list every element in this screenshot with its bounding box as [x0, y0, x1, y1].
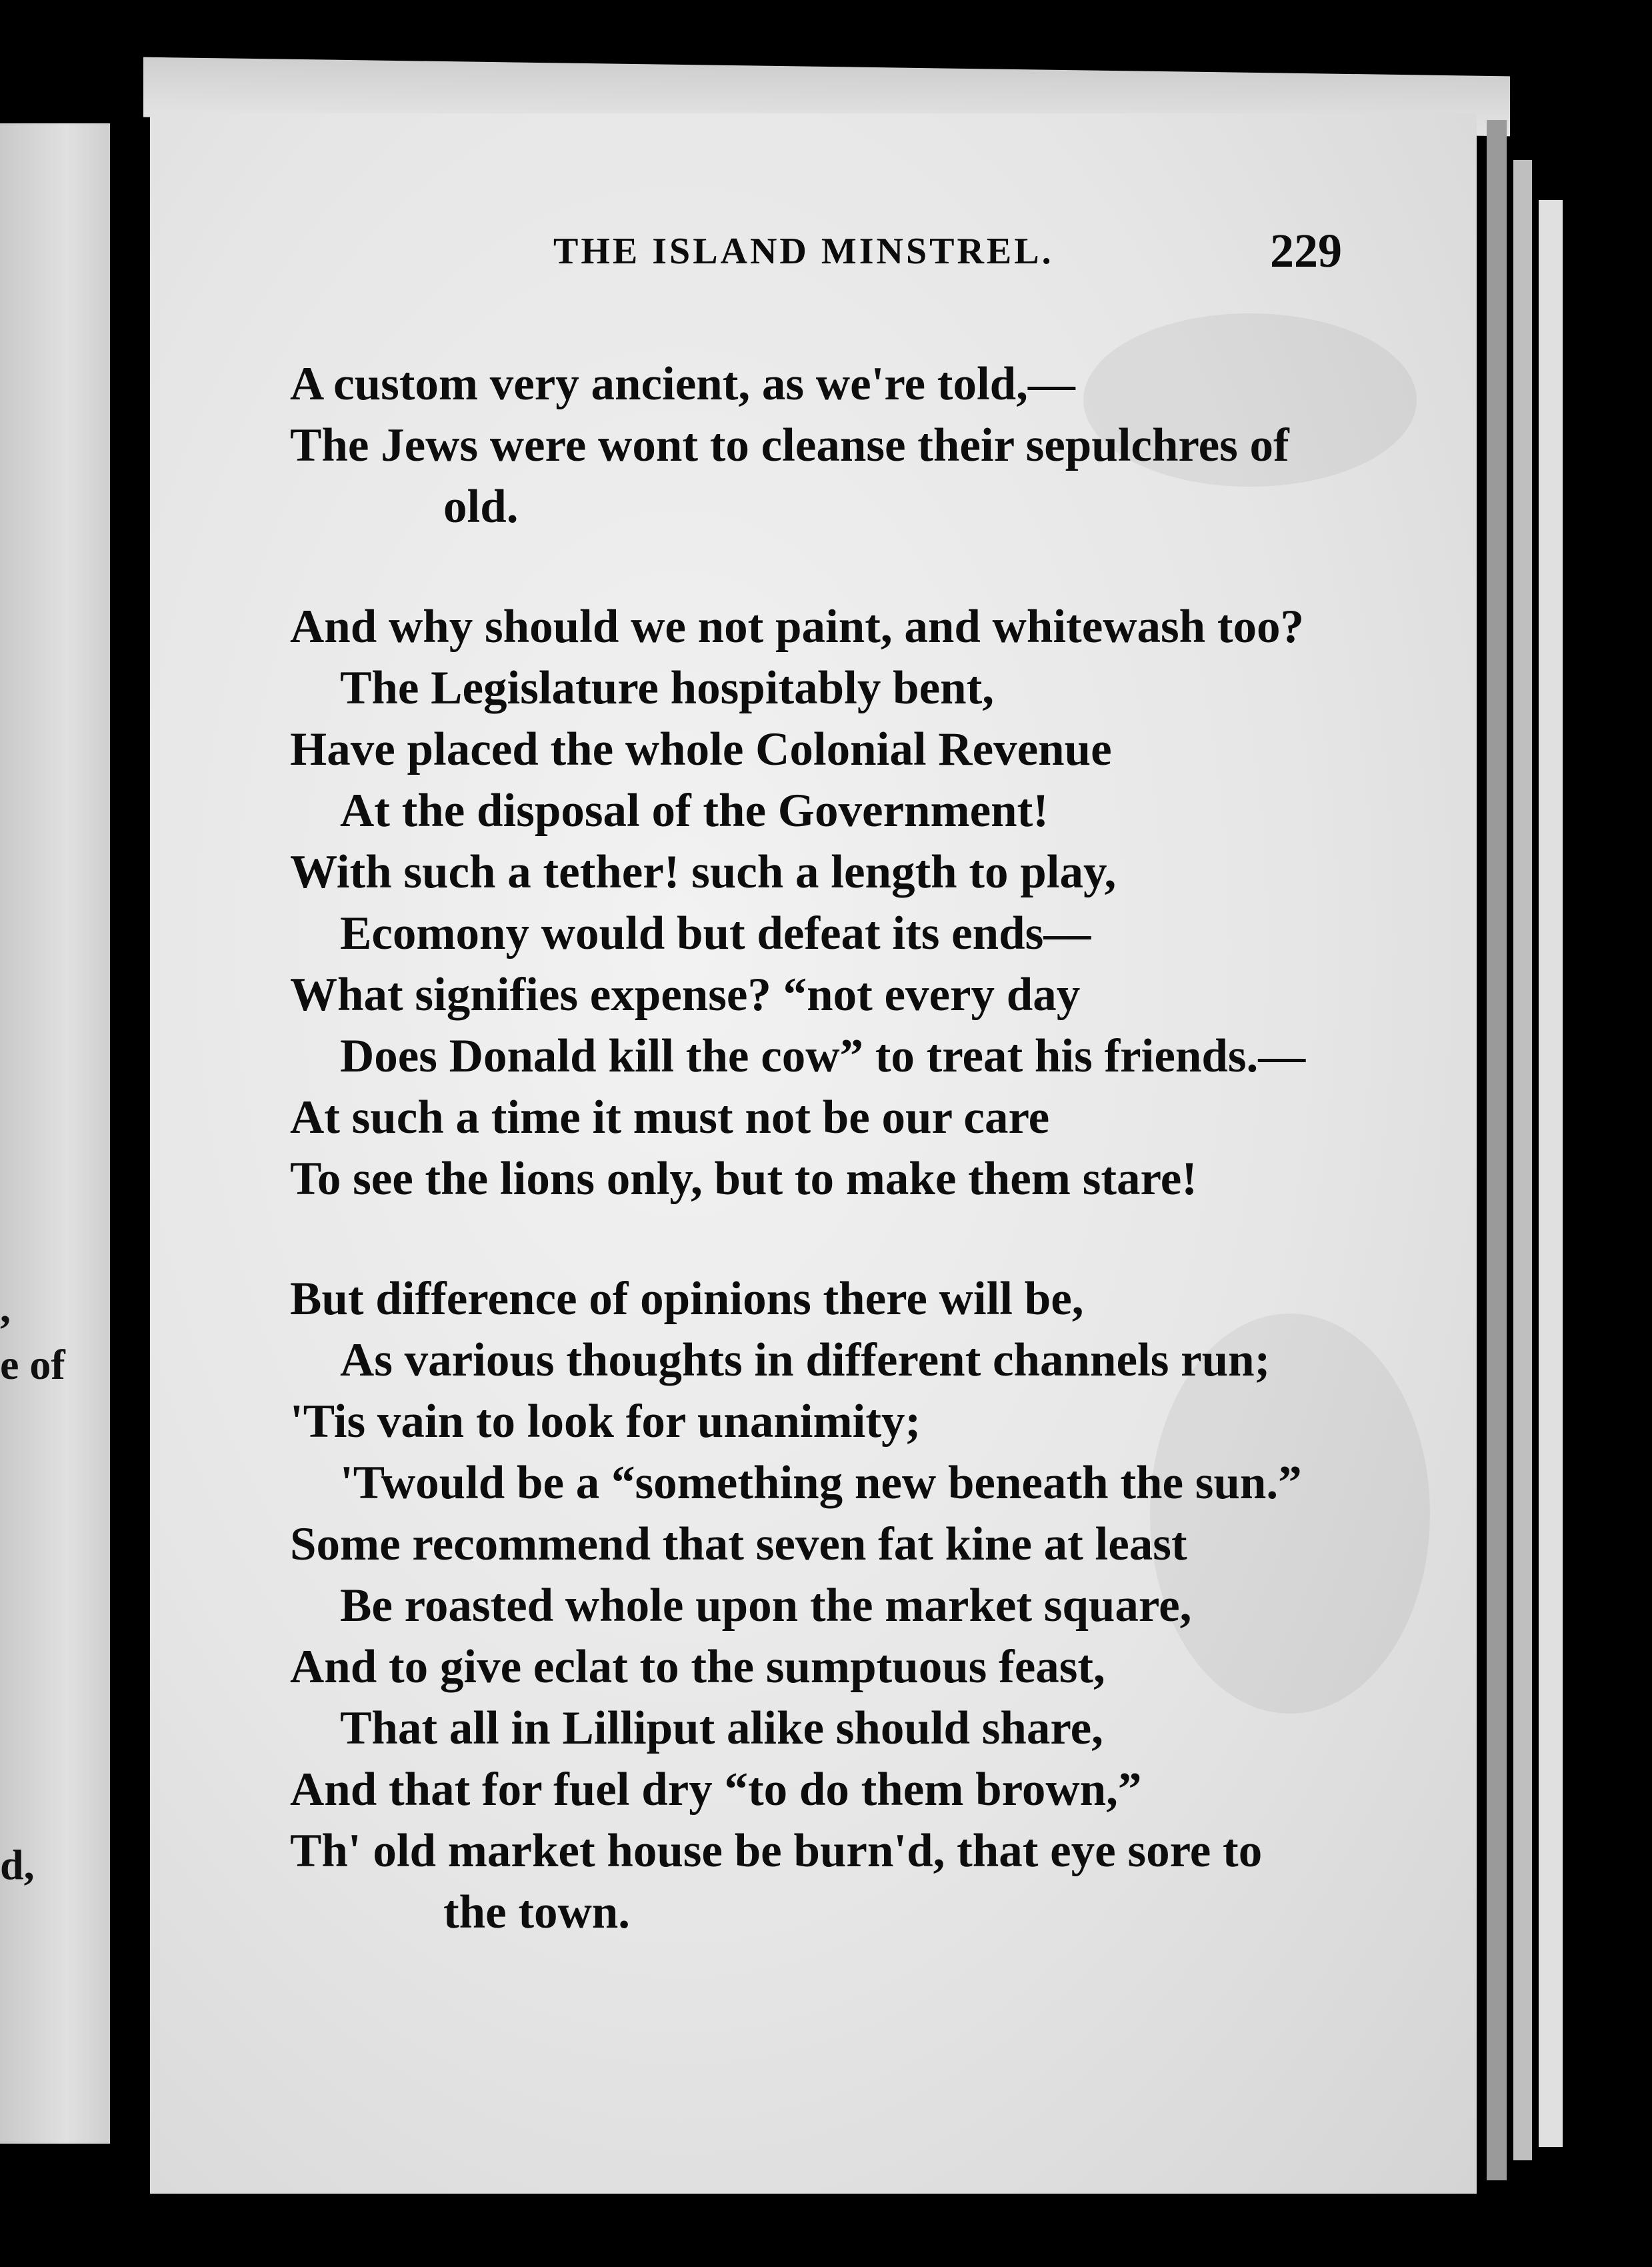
poem-line: Have placed the whole Colonial Revenue [290, 723, 1112, 775]
poem-line: That all in Lilliput alike should share, [340, 1702, 1103, 1754]
stanza [290, 596, 1383, 1210]
poem-line: And to give eclat to the sumptuous feast, [290, 1641, 1105, 1693]
poem-line: old. [443, 481, 519, 533]
page-stack-right-edge [1487, 120, 1507, 2180]
poem-line: A custom very ancient, as we're told,— [290, 358, 1075, 410]
left-page-fragment: e of [0, 1341, 65, 1388]
poem-line: To see the lions only, but to make them stare! [290, 1153, 1197, 1205]
poem-line: And that for fuel dry “to do them brown,” [290, 1764, 1142, 1816]
poem-line: Be roasted whole upon the market square, [340, 1580, 1192, 1632]
stanza [290, 353, 1383, 537]
page-number: 229 [1270, 224, 1342, 277]
poem-line: the town. [443, 1886, 631, 1938]
left-page-fragment: d, [0, 1841, 35, 1888]
poem-body [290, 353, 1383, 2002]
page-stack-right-edge [1513, 160, 1532, 2160]
poem-line: The Legislature hospitably bent, [340, 662, 994, 714]
poem-line: At such a time it must not be our care [290, 1091, 1050, 1144]
poem-line: Ecomony would but defeat its ends— [340, 907, 1091, 959]
poem-line: And why should we not paint, and whitewash too? [290, 601, 1304, 653]
poem-line: The Jews were wont to cleanse their sepulchres of [290, 419, 1289, 471]
poem-line: At the disposal of the Government! [340, 785, 1049, 837]
page-stack-right-edge [1539, 200, 1563, 2147]
stanza [290, 1268, 1383, 1943]
left-page-fragment: , [0, 1284, 11, 1332]
poem-line: As various thoughts in different channels run; [340, 1334, 1271, 1386]
poem-line: 'Twould be a “something new beneath the sun.” [340, 1457, 1302, 1509]
poem-line: But difference of opinions there will be, [290, 1273, 1084, 1325]
poem-line: 'Tis vain to look for unanimity; [290, 1396, 921, 1448]
running-title: THE ISLAND MINSTREL. [553, 231, 1054, 272]
poem-line: Some recommend that seven fat kine at least [290, 1518, 1187, 1570]
poem-line: With such a tether! such a length to play, [290, 846, 1117, 898]
poem-line: Th' old market house be burn'd, that eye sore to [290, 1825, 1263, 1877]
poem-line: Does Donald kill the cow” to treat his friends.— [340, 1030, 1306, 1082]
poem-line: What signifies expense? “not every day [290, 969, 1081, 1021]
